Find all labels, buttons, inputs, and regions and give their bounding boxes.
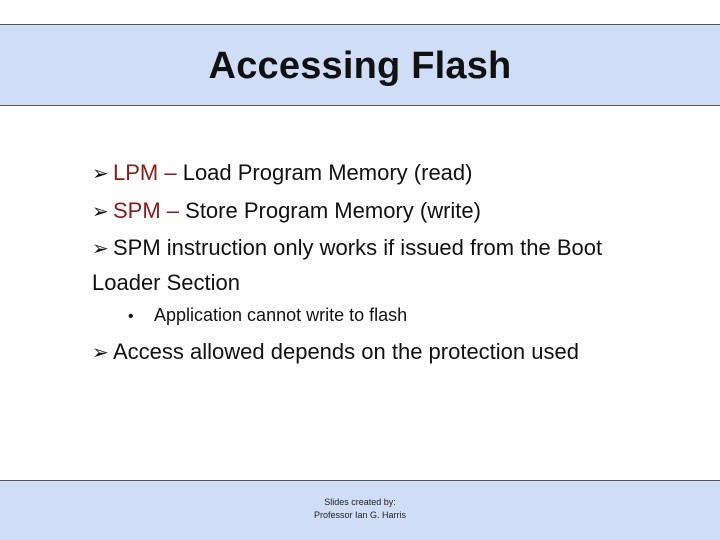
bullet-text: Store Program Memory (write): [179, 198, 481, 223]
arrow-bullet-icon: ➢: [92, 163, 109, 185]
arrow-bullet-icon: ➢: [92, 238, 109, 260]
arrow-bullet-icon: ➢: [92, 201, 109, 223]
footer-band: [0, 480, 720, 540]
bullet-lpm: [92, 156, 472, 191]
bullet-access: [92, 335, 579, 370]
credit-line1: Slides created by:: [324, 497, 396, 507]
bullet-text-line2: Loader Section: [92, 270, 240, 295]
credit-line2: Professor Ian G. Harris: [313, 510, 407, 520]
dot-bullet-icon: •: [128, 308, 134, 325]
bullet-highlight: SPM –: [113, 198, 180, 223]
bullet-text: Access allowed depends on the protection used: [113, 339, 579, 364]
title-band: [0, 24, 720, 106]
arrow-bullet-icon: ➢: [92, 342, 109, 364]
bullet-spm: [92, 194, 481, 229]
slide-title: Accessing Flash: [208, 44, 512, 87]
bullet-highlight: LPM –: [113, 160, 177, 185]
bullet-spm-boot-loader: [92, 231, 602, 300]
bullet-text-line1: SPM instruction only works if issued from the Boot: [113, 235, 603, 260]
slide-credit: [0, 496, 720, 522]
sub-bullet: [128, 301, 407, 331]
bullet-text: Load Program Memory (read): [176, 160, 473, 185]
sub-bullet-text: Application cannot write to flash: [154, 305, 408, 325]
